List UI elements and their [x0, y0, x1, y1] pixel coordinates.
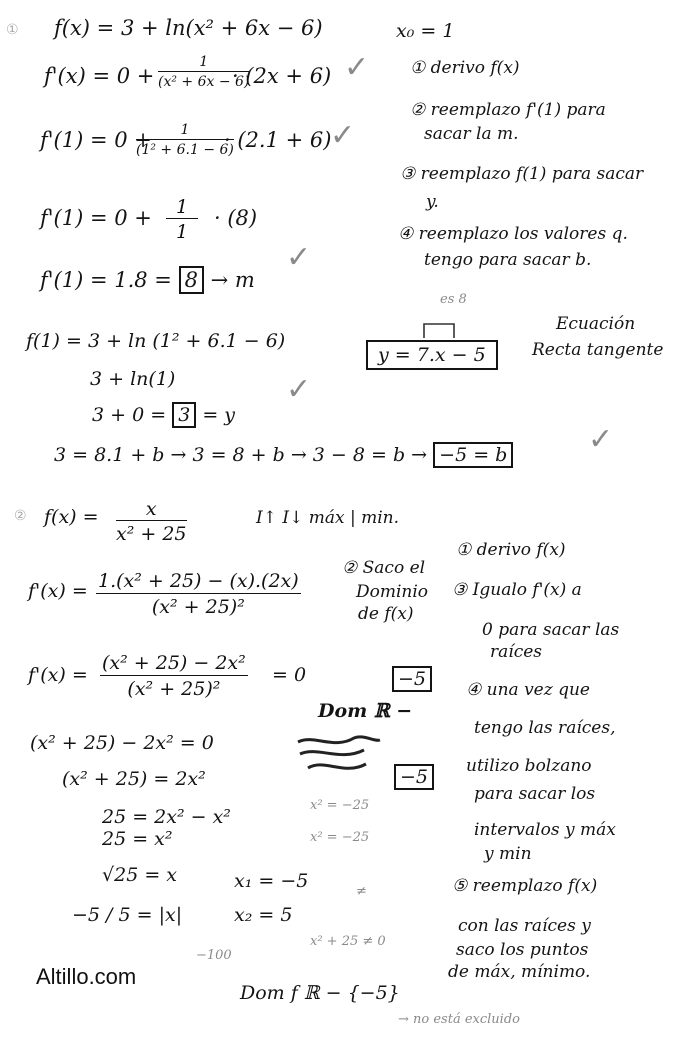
p2-dom-note-1: ② Saco el	[342, 558, 426, 578]
p1-fp1-numerator: 1	[136, 122, 234, 140]
p2-faint-3: x² + 25 ≠ 0	[310, 934, 386, 949]
altillo-watermark: Altillo.com	[36, 964, 137, 989]
problem-2-number: ②	[14, 508, 27, 524]
check-mark-icon: ✓	[330, 118, 356, 153]
p2-step-5c: saco los puntos	[456, 940, 589, 960]
p1-b-box: −5 = b	[433, 442, 513, 468]
p2-step-5: ⑤ reemplazo f(x)	[452, 876, 598, 896]
p1-x0: x₀ = 1	[396, 20, 455, 42]
p1-fp1-fraction	[136, 122, 234, 158]
problem-1-number: ①	[6, 22, 19, 38]
p2-faint-2: x² = −25	[310, 830, 370, 845]
p1-y-box: 3	[172, 402, 196, 428]
p2-step-4c: utilizo bolzano	[466, 756, 592, 776]
p1-tangent-equation-box: y = 7.x − 5	[366, 340, 498, 370]
p1-step-1: ① derivo f(x)	[410, 58, 520, 78]
p1-f1-c-text: 3 + 0 =	[92, 404, 167, 426]
p2-fp-denominator: (x² + 25)²	[151, 596, 245, 618]
p2-boxed-root-a: −5	[392, 666, 432, 692]
p2-step-4: ④ una vez que	[466, 680, 590, 700]
p2-step-5d: de máx, mínimo.	[448, 962, 591, 982]
p2-header-notes: I↑ I↓ máx | min.	[256, 508, 400, 528]
p1-final-text: 3 = 8.1 + b → 3 = 8 + b → 3 − 8 = b →	[54, 444, 428, 466]
p2-f-fraction	[116, 498, 187, 545]
p1-f1-line-c	[92, 404, 235, 426]
p2-fp-left: f'(x) =	[28, 580, 88, 602]
p1-function-definition: f(x) = 3 + ln(x² + 6x − 6)	[54, 16, 323, 40]
p1-step-4: ④ reemplazo los valores q.	[398, 224, 628, 244]
p2-fp2-fraction	[100, 652, 248, 700]
p1-f1-line-a: f(1) = 3 + ln (1² + 6.1 − 6)	[26, 330, 286, 352]
p2-f-denominator: x² + 25	[116, 523, 187, 545]
p2-step-4e: intervalos y máx	[474, 820, 616, 840]
p1-derivative-right: · (2x + 6)	[232, 64, 332, 88]
p2-step-3b: 0 para sacar las	[482, 620, 620, 640]
p2-step-5b: con las raíces y	[458, 916, 591, 936]
p1-fp1c-text: f'(1) = 1.8 =	[40, 268, 172, 292]
p2-step-3c: raíces	[490, 642, 543, 662]
p2-fp2-right: = 0	[272, 664, 307, 686]
p2-f-numerator: x	[116, 498, 187, 521]
p1-fp1b-denominator: 1	[176, 221, 189, 243]
p1-derivative-denominator: (x² + 6x − 6)	[158, 74, 250, 90]
p2-fp2-numerator: (x² + 25) − 2x²	[102, 652, 246, 674]
check-mark-icon: ✓	[286, 372, 312, 407]
p1-final-line	[54, 444, 513, 466]
p2-x1: x₁ = −5	[234, 870, 309, 892]
p2-fp2-left: f'(x) =	[28, 664, 88, 686]
p1-slope-box: 8	[179, 266, 204, 294]
p1-f1-line-b: 3 + ln(1)	[90, 368, 176, 390]
p1-step-2b: sacar la m.	[424, 124, 519, 144]
p1-fp1b-right: · (8)	[214, 206, 258, 230]
p1-eq-label-1: Ecuación	[556, 314, 636, 334]
p1-fp1b-left: f'(1) = 0 +	[40, 206, 152, 230]
p2-x2: x₂ = 5	[234, 904, 293, 926]
p2-eq-d: 25 = x²	[102, 828, 173, 850]
p1-fp1-right: · (2.1 + 6)	[224, 128, 332, 152]
p1-fp1c-arrow: → m	[210, 268, 255, 292]
p1-step-4b: tengo para sacar b.	[424, 250, 592, 270]
p2-dom-note-2: Dominio	[356, 582, 429, 602]
p2-domain-final: Dom f ℝ − {−5}	[240, 982, 400, 1004]
p2-fp-fraction	[96, 570, 301, 618]
p1-step-3b: y.	[426, 192, 439, 212]
p2-step-1: ① derivo f(x)	[456, 540, 566, 560]
p1-fp1-left: f'(1) = 0 +	[40, 128, 152, 152]
p1-step-2: ② reemplazo f'(1) para	[410, 100, 606, 120]
p2-step-3: ③ Igualo f'(x) a	[452, 580, 582, 600]
bracket-mark	[420, 318, 460, 340]
check-mark-icon: ✓	[344, 50, 370, 85]
p2-eq-b: (x² + 25) = 2x²	[62, 768, 206, 790]
p2-faint-5: −100	[196, 948, 232, 963]
p1-derivative-left: f'(x) = 0 +	[44, 64, 155, 88]
scribbled-out-mark	[294, 732, 384, 782]
p2-excluded-note: → no está excluido	[398, 1012, 520, 1027]
p2-faint-4: ≠	[356, 884, 367, 899]
p1-eq-label-2: Recta tangente	[532, 340, 664, 360]
p1-f1-c-right: = y	[202, 404, 236, 426]
p2-step-4d: para sacar los	[474, 784, 596, 804]
p2-f-left: f(x) =	[44, 506, 99, 528]
p1-fp1-denominator: (1² + 6.1 − 6)	[136, 142, 234, 158]
p1-fp1b-fraction	[166, 196, 198, 243]
p2-boxed-root-b: −5	[394, 764, 434, 790]
p2-eq-e: √25 = x	[102, 864, 177, 886]
check-mark-icon: ✓	[286, 240, 312, 275]
p2-step-4f: y min	[484, 844, 532, 864]
p2-fp-numerator: 1.(x² + 25) − (x).(2x)	[98, 570, 299, 592]
p2-dom-r: Dom ℝ −	[318, 700, 413, 722]
p1-step-3: ③ reemplazo f(1) para sacar	[400, 164, 644, 184]
p2-dom-note-3: de f(x)	[358, 604, 414, 624]
p2-eq-f: −5 / 5 = |x|	[72, 904, 183, 926]
p2-fp2-denominator: (x² + 25)²	[127, 678, 221, 700]
p1-fp1b-numerator: 1	[166, 196, 198, 219]
p1-eq-faint: es 8	[440, 292, 467, 307]
p1-derivative-numerator: 1	[158, 54, 249, 72]
p2-eq-c: 25 = 2x² − x²	[102, 806, 231, 828]
check-mark-icon: ✓	[588, 422, 614, 457]
p2-step-4b: tengo las raíces,	[474, 718, 616, 738]
p2-faint-1: x² = −25	[310, 798, 370, 813]
p2-eq-a: (x² + 25) − 2x² = 0	[30, 732, 214, 754]
p1-fp1c-left	[40, 268, 255, 292]
